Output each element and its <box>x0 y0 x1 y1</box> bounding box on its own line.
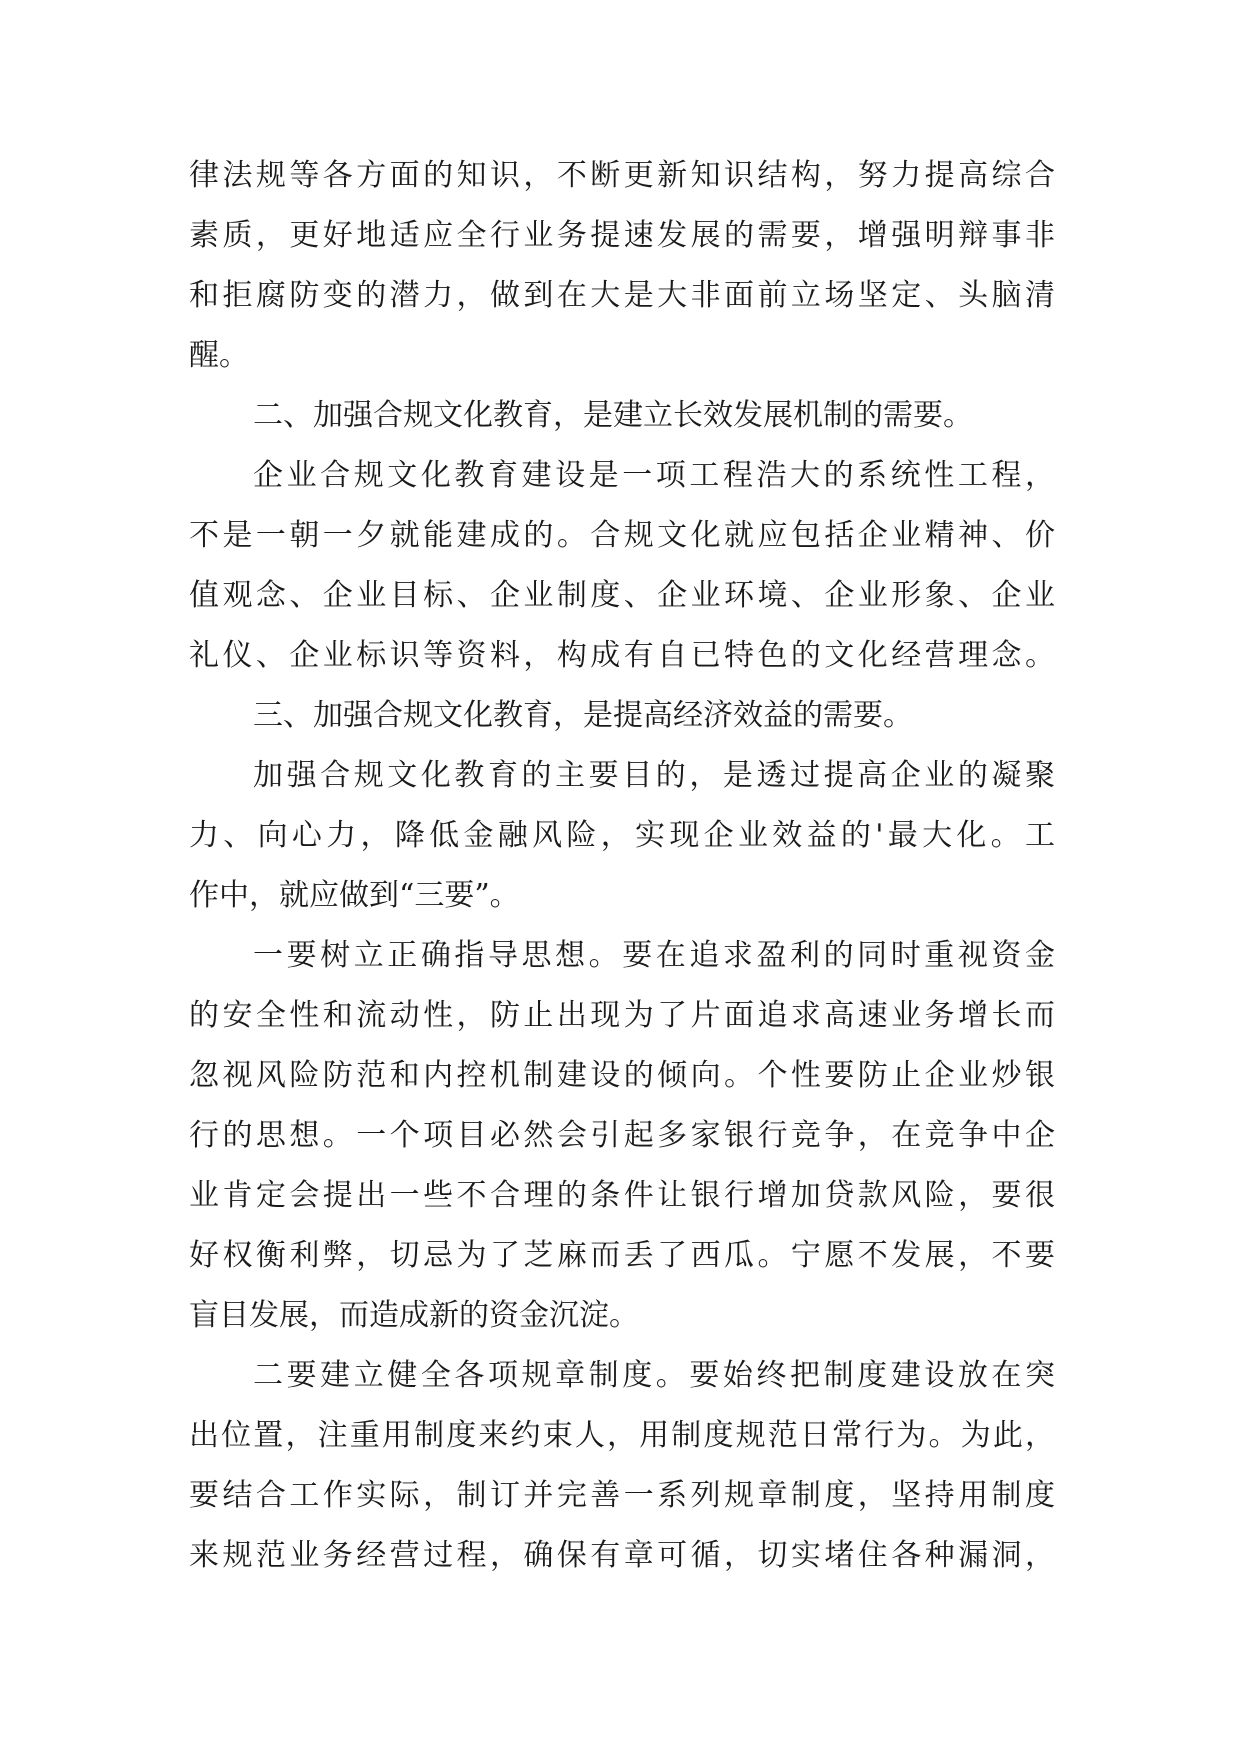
text-line: 醒。 <box>189 338 249 373</box>
text-line: 来规范业务经营过程，确保有章可循，切实堵住各种漏洞， <box>189 1538 1055 1573</box>
text-line: 忽视风险防范和内控机制建设的倾向。个性要防止企业炒银 <box>189 1058 1055 1093</box>
text-line: 要结合工作实际，制订并完善一系列规章制度，坚持用制度 <box>189 1478 1055 1513</box>
text-line: 行的思想。一个项目必然会引起多家银行竞争，在竞争中企 <box>189 1118 1055 1153</box>
text-line: 和拒腐防变的潜力，做到在大是大非面前立场坚定、头脑清 <box>189 278 1055 313</box>
section-heading: 二、加强合规文化教育，是建立长效发展机制的需要。 <box>253 398 973 433</box>
text-line: 力、向心力，降低金融风险，实现企业效益的'最大化。工 <box>189 818 1055 853</box>
text-line: 二要建立健全各项规章制度。要始终把制度建设放在突 <box>253 1358 1055 1393</box>
text-line: 作中，就应做到“三要”。 <box>189 878 520 913</box>
document-body <box>189 146 1055 1586</box>
text-line: 盲目发展，而造成新的资金沉淀。 <box>189 1298 639 1333</box>
text-line: 一要树立正确指导思想。要在追求盈利的同时重视资金 <box>253 938 1055 973</box>
section-heading: 三、加强合规文化教育，是提高经济效益的需要。 <box>253 698 913 733</box>
text-line: 素质，更好地适应全行业务提速发展的需要，增强明辩事非 <box>189 218 1055 253</box>
text-line: 加强合规文化教育的主要目的，是透过提高企业的凝聚 <box>253 758 1055 793</box>
text-line: 出位置，注重用制度来约束人，用制度规范日常行为。为此， <box>189 1418 1055 1453</box>
text-line: 律法规等各方面的知识，不断更新知识结构，努力提高综合 <box>189 158 1055 193</box>
text-line: 企业合规文化教育建设是一项工程浩大的系统性工程， <box>253 458 1055 493</box>
text-line: 业肯定会提出一些不合理的条件让银行增加贷款风险，要很 <box>189 1178 1055 1213</box>
text-line: 的安全性和流动性，防止出现为了片面追求高速业务增长而 <box>189 998 1055 1033</box>
text-line: 礼仪、企业标识等资料，构成有自已特色的文化经营理念。 <box>189 638 1055 673</box>
text-line: 好权衡利弊，切忌为了芝麻而丢了西瓜。宁愿不发展，不要 <box>189 1238 1055 1273</box>
text-line: 值观念、企业目标、企业制度、企业环境、企业形象、企业 <box>189 578 1055 613</box>
text-line: 不是一朝一夕就能建成的。合规文化就应包括企业精神、价 <box>189 518 1055 553</box>
